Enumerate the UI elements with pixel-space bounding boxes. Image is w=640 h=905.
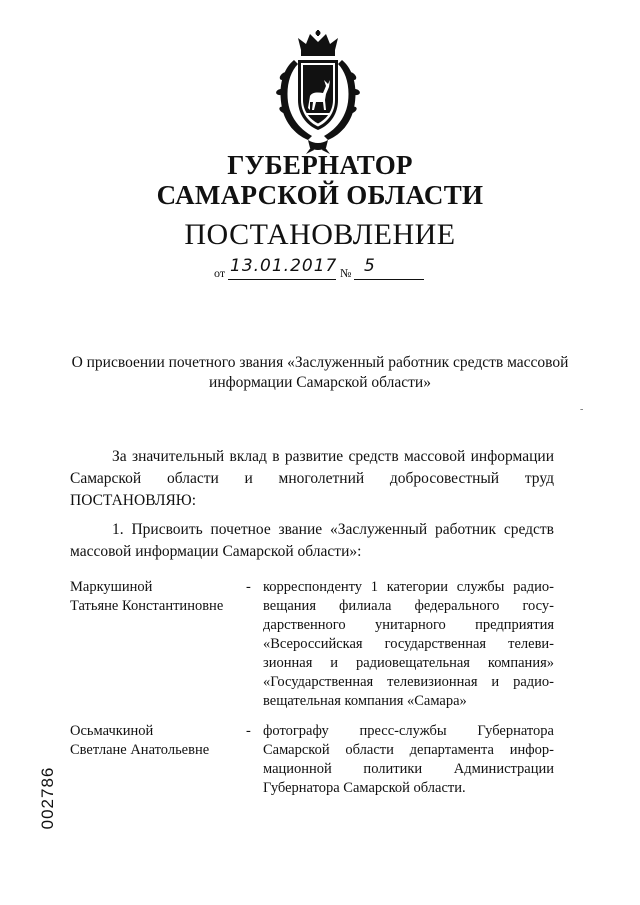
position-line: корреспонденту 1 категории службы радио- — [263, 579, 554, 595]
position-line: Губернатора Самарской области. — [263, 780, 466, 796]
subject-line: информации Самарской области» — [209, 374, 431, 391]
position-line: Самарской области департамента инфор- — [263, 742, 554, 758]
document-subject — [70, 353, 570, 393]
clause-line: 1. Присвоить почетное звание «Заслуженный работник средств — [112, 521, 554, 538]
authority-title-line2: САМАРСКОЙ ОБЛАСТИ — [156, 180, 484, 210]
number-underline — [354, 279, 424, 280]
authority-title-line1: ГУБЕРНАТОР — [227, 150, 413, 180]
dateline — [214, 257, 434, 281]
subject-line: О присвоении почетного звания «Заслуженный работник средств массовой — [71, 354, 569, 371]
document-number: 5 — [364, 256, 376, 276]
entry-dash: - — [246, 723, 251, 739]
document-date: 13.01.2017 — [230, 256, 338, 276]
preamble — [70, 446, 554, 512]
awardee-surname: Маркушиной — [70, 579, 153, 595]
awardee-position — [263, 722, 554, 798]
crown-icon — [298, 30, 338, 56]
position-line: зионная и радиовещательная компания» — [263, 655, 554, 671]
resolution-word: ПОСТАНОВЛЯЮ: — [70, 492, 197, 509]
position-line: вещания филиала федерального госу- — [263, 598, 554, 614]
samara-coat-of-arms-icon — [268, 30, 368, 155]
awardee-position — [263, 578, 554, 711]
position-line: вещательная компания «Самара» — [263, 693, 467, 709]
awardee-given-names: Татьяне Константиновне — [70, 598, 224, 614]
number-prefix: № — [340, 266, 352, 280]
awardee-given-names: Светлане Анатольевне — [70, 742, 210, 758]
registration-number — [38, 768, 58, 828]
position-line: фотографу пресс-службы Губернатора — [263, 723, 554, 739]
position-line: «Государственная телевизионная и радио- — [263, 674, 554, 690]
registration-number-text: 002786 — [38, 766, 57, 830]
preamble-line: За значительный вклад в развитие средств массовой информации — [112, 448, 554, 465]
awardee-name — [70, 722, 245, 760]
awardee-name — [70, 578, 245, 616]
entry-dash: - — [246, 579, 251, 595]
margin-mark: - — [580, 404, 584, 415]
date-prefix: от — [214, 266, 226, 280]
document-type: ПОСТАНОВЛЕНИЕ — [184, 218, 456, 251]
clause-line: массовой информации Самарской области»: — [70, 543, 362, 560]
position-line: «Всероссийская государственная телеви- — [263, 636, 554, 652]
date-underline — [228, 279, 336, 280]
position-line: мационной политики Администрации — [263, 761, 554, 777]
position-line: дарственного унитарного предприятия — [263, 617, 554, 633]
preamble-line: Самарской области и многолетний добросовестный труд — [70, 470, 554, 487]
clause-1 — [70, 519, 554, 563]
shield-icon — [298, 60, 338, 130]
awardee-surname: Осьмачкиной — [70, 723, 154, 739]
